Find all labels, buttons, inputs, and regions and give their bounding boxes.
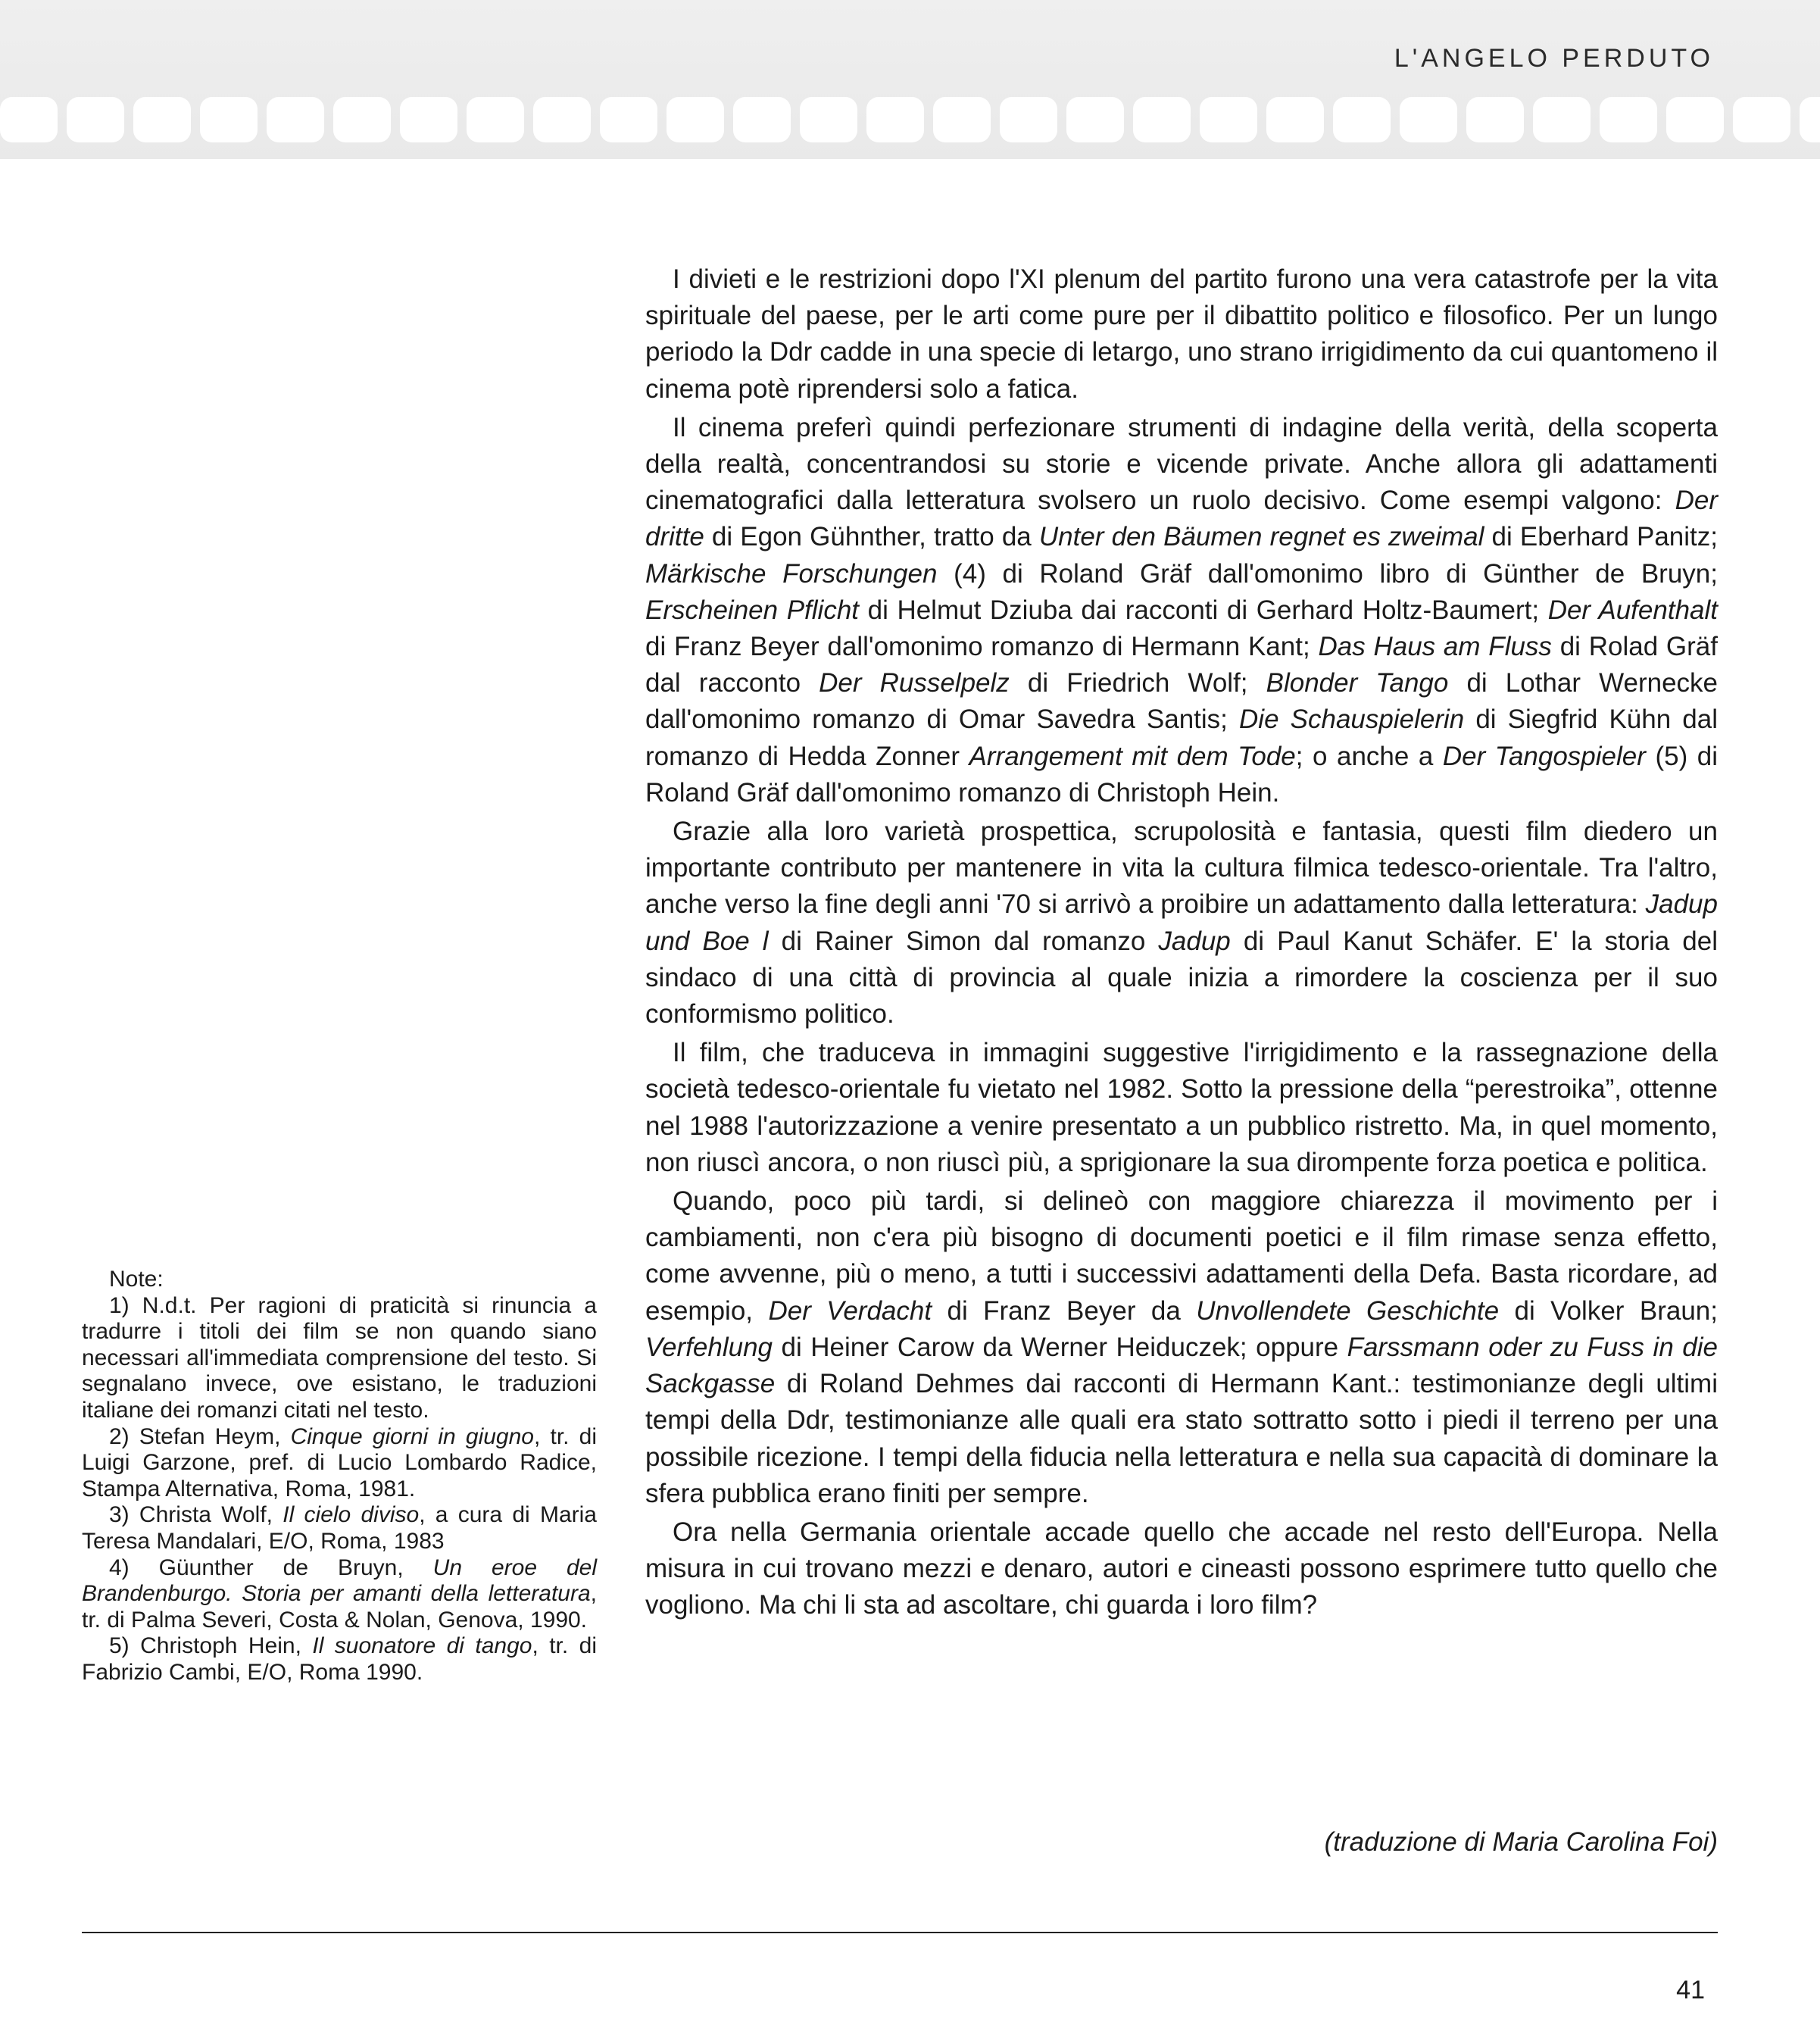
paragraph-4: Il film, che traduceva in immagini suggestive l'irrigidimento e la rassegnazione della società tedesco-orientale fu vietato nel 1982. Sotto la pressione della “perestroika”, ottenne nel 1988 l'autorizzazione a venire presentato a un pubblico ristretto. Ma, in quel momento, non riuscì ancora, o non riuscì più, a sprigionare la sua dirompente forza poetica e politica. bbox=[645, 1038, 1718, 1177]
film-title: Die Schauspielerin bbox=[1239, 705, 1465, 735]
book-title: Der Russelpelz bbox=[819, 668, 1010, 698]
paragraph-3: Grazie alla loro varietà prospettica, scrupolosità e fantasia, questi film diedero un importante contributo per mantenere in vita la cultura filmica tedesco-orientale. Tra l'altro, anche verso la fine degli anni '70 si arrivò a proibire un adattamento dalla letteratura: Jadup und Boe l di Rainer Simon dal romanzo Jadup di Paul Kanut Schäfer. E' la storia del sindaco di una città di provincia al quale inizia a rimordere la coscienza per il suo conformismo politico. bbox=[645, 817, 1718, 1030]
perforation-hole bbox=[1266, 97, 1324, 142]
perforation-hole bbox=[200, 97, 258, 142]
perforation-hole bbox=[733, 97, 791, 142]
paragraph-6: Ora nella Germania orientale accade quello che accade nel resto dell'Europa. Nella misura in cui trovano mezzi e denaro, autori e cineasti possono esprimere tutto quello che vogliono. Ma chi li sta ad ascoltare, chi guarda i loro film? bbox=[645, 1517, 1718, 1620]
page-number: 41 bbox=[1676, 1976, 1705, 2004]
film-title: Der Verdacht bbox=[768, 1295, 932, 1326]
film-title: Erscheinen Pflicht bbox=[645, 595, 860, 625]
book-title: Jadup bbox=[1158, 926, 1231, 956]
translator-credit: (traduzione di Maria Carolina Foi) bbox=[1324, 1827, 1718, 1857]
film-title: Der Aufenthalt bbox=[1547, 595, 1718, 625]
footnote-4: 4) Güunther de Bruyn, Un eroe del Brandenburgo. Storia per amanti della letteratura, tr. di Palma Severi, Costa & Nolan, Genova, 1990. bbox=[82, 1554, 597, 1633]
perforation-hole bbox=[1600, 97, 1657, 142]
footnote-1: 1) N.d.t. Per ragioni di praticità si rinuncia a tradurre i titoli dei film se non quando siano necessari all'immediata comprensione del testo. Si segnalano invece, ove esistano, le traduzioni italiane dei romanzi citati nel testo. bbox=[82, 1292, 597, 1423]
footnote-5: 5) Christoph Hein, Il suonatore di tango, tr. di Fabrizio Cambi, E/O, Roma 1990. bbox=[82, 1633, 597, 1685]
perforation-hole bbox=[933, 97, 991, 142]
book-title: Arrangement mit dem Tode bbox=[969, 741, 1296, 771]
perforation-hole bbox=[800, 97, 857, 142]
perforation-hole bbox=[1200, 97, 1257, 142]
paragraph-5: Quando, poco più tardi, si delineò con maggiore chiarezza il movimento per i cambiamenti, non c'era più bisogno di documenti poetici e il film rimase senza effetto, come avvenne, più o meno, a tutti i successivi adattamenti della Defa. Basta ricordare, ad esempio, Der Verdacht di Franz Beyer da Unvollendete Geschichte di Volker Braun; Verfehlung di Heiner Carow da Werner Heiduczek; oppure Farssmann oder zu Fuss in die Sackgasse di Roland Dehmes dai racconti di Hermann Kant.: testimonianze degli ultimi tempi della Ddr, testimonianze alle quali era stato sottratto sotto i piedi il terreno per una possibile ricezione. I tempi della fiducia nella letteratura e nella sua capacità di dominare la sfera pubblica erano finiti per sempre. bbox=[645, 1186, 1718, 1508]
film-title: Märkische Forschungen bbox=[645, 558, 938, 589]
article-body bbox=[645, 261, 1718, 1626]
film-title: Das Haus am Fluss bbox=[1318, 632, 1552, 662]
running-header: L'ANGELO PERDUTO bbox=[1394, 44, 1714, 73]
film-perforation-strip bbox=[0, 97, 1820, 142]
film-title: Blonder Tango bbox=[1266, 668, 1449, 698]
notes-heading: Note: bbox=[109, 1267, 164, 1292]
perforation-hole bbox=[1466, 97, 1524, 142]
footer-rule bbox=[82, 1932, 1718, 1933]
perforation-hole bbox=[533, 97, 591, 142]
book-title: Unter den Bäumen regnet es zweimal bbox=[1038, 522, 1484, 552]
perforation-hole bbox=[133, 97, 191, 142]
film-title: Verfehlung bbox=[645, 1332, 773, 1362]
book-title: Unvollendete Geschichte bbox=[1196, 1295, 1500, 1326]
header-band bbox=[0, 0, 1820, 159]
film-title: Jadup und Boe l bbox=[645, 889, 1718, 956]
paragraph-1: I divieti e le restrizioni dopo l'XI plenum del partito furono una vera catastrofe per la vita spirituale del paese, per le arti come pure per il dibattito politico e filosofico. Per un lungo periodo la Ddr cadde in una specie di letargo, uno strano irrigidimento da cui quantomeno il cinema potè riprendersi solo a fatica. bbox=[645, 264, 1718, 404]
perforation-hole bbox=[1733, 97, 1790, 142]
perforation-hole bbox=[333, 97, 391, 142]
perforation-hole bbox=[1066, 97, 1124, 142]
perforation-hole bbox=[1400, 97, 1457, 142]
perforation-hole bbox=[1333, 97, 1391, 142]
perforation-hole bbox=[600, 97, 657, 142]
footnote-2: 2) Stefan Heym, Cinque giorni in giugno, tr. di Luigi Garzone, pref. di Lucio Lombardo Radice, Stampa Alternativa, Roma, 1981. bbox=[82, 1423, 598, 1501]
film-title: Der dritte bbox=[645, 486, 1718, 552]
perforation-hole bbox=[667, 97, 724, 142]
perforation-hole bbox=[1800, 97, 1820, 142]
paragraph-2: Il cinema preferì quindi perfezionare strumenti di indagine della verità, della scoperta della realtà, concentrandosi su storie e vicende private. Anche allora gli adattamenti cinematografici dalla letteratura svolsero un ruolo decisivo. Come esempi valgono: Der dritte di Egon Gühnther, tratto da Unter den Bäumen regnet es zweimal di Eberhard Panitz; Märkische Forschungen (4) di Roland Gräf dall'omonimo libro di Günther de Bruyn; Erscheinen Pflicht di Helmut Dziuba dai racconti di Gerhard Holtz-Baumert; Der Aufenthalt di Franz Beyer dall'omonimo romanzo di Hermann Kant; Das Haus am Fluss di Rolad Gräf dal racconto Der Russelpelz di Friedrich Wolf; Blonder Tango di Lothar Wernecke dall'omonimo romanzo di Omar Savedra Santis; Die Schauspielerin di Siegfrid Kühn dal romanzo di Hedda Zonner Arrangement mit dem Tode; o anche a Der Tangospieler (5) di Roland Gräf dall'omonimo romanzo di Christoph Hein. bbox=[645, 412, 1719, 808]
perforation-hole bbox=[67, 97, 124, 142]
perforation-hole bbox=[1133, 97, 1191, 142]
perforation-hole bbox=[0, 97, 58, 142]
perforation-hole bbox=[1666, 97, 1724, 142]
film-title: Der Tangospieler bbox=[1442, 741, 1646, 771]
footnote-3: 3) Christa Wolf, Il cielo diviso, a cura di Maria Teresa Mandalari, E/O, Roma, 1983 bbox=[82, 1502, 597, 1554]
perforation-hole bbox=[866, 97, 924, 142]
perforation-hole bbox=[1533, 97, 1591, 142]
perforation-hole bbox=[1000, 97, 1057, 142]
perforation-hole bbox=[467, 97, 524, 142]
perforation-hole bbox=[400, 97, 457, 142]
perforation-hole bbox=[267, 97, 324, 142]
footnotes bbox=[82, 1267, 597, 1686]
film-title: Farssmann oder zu Fuss in die Sackgasse bbox=[645, 1332, 1718, 1399]
